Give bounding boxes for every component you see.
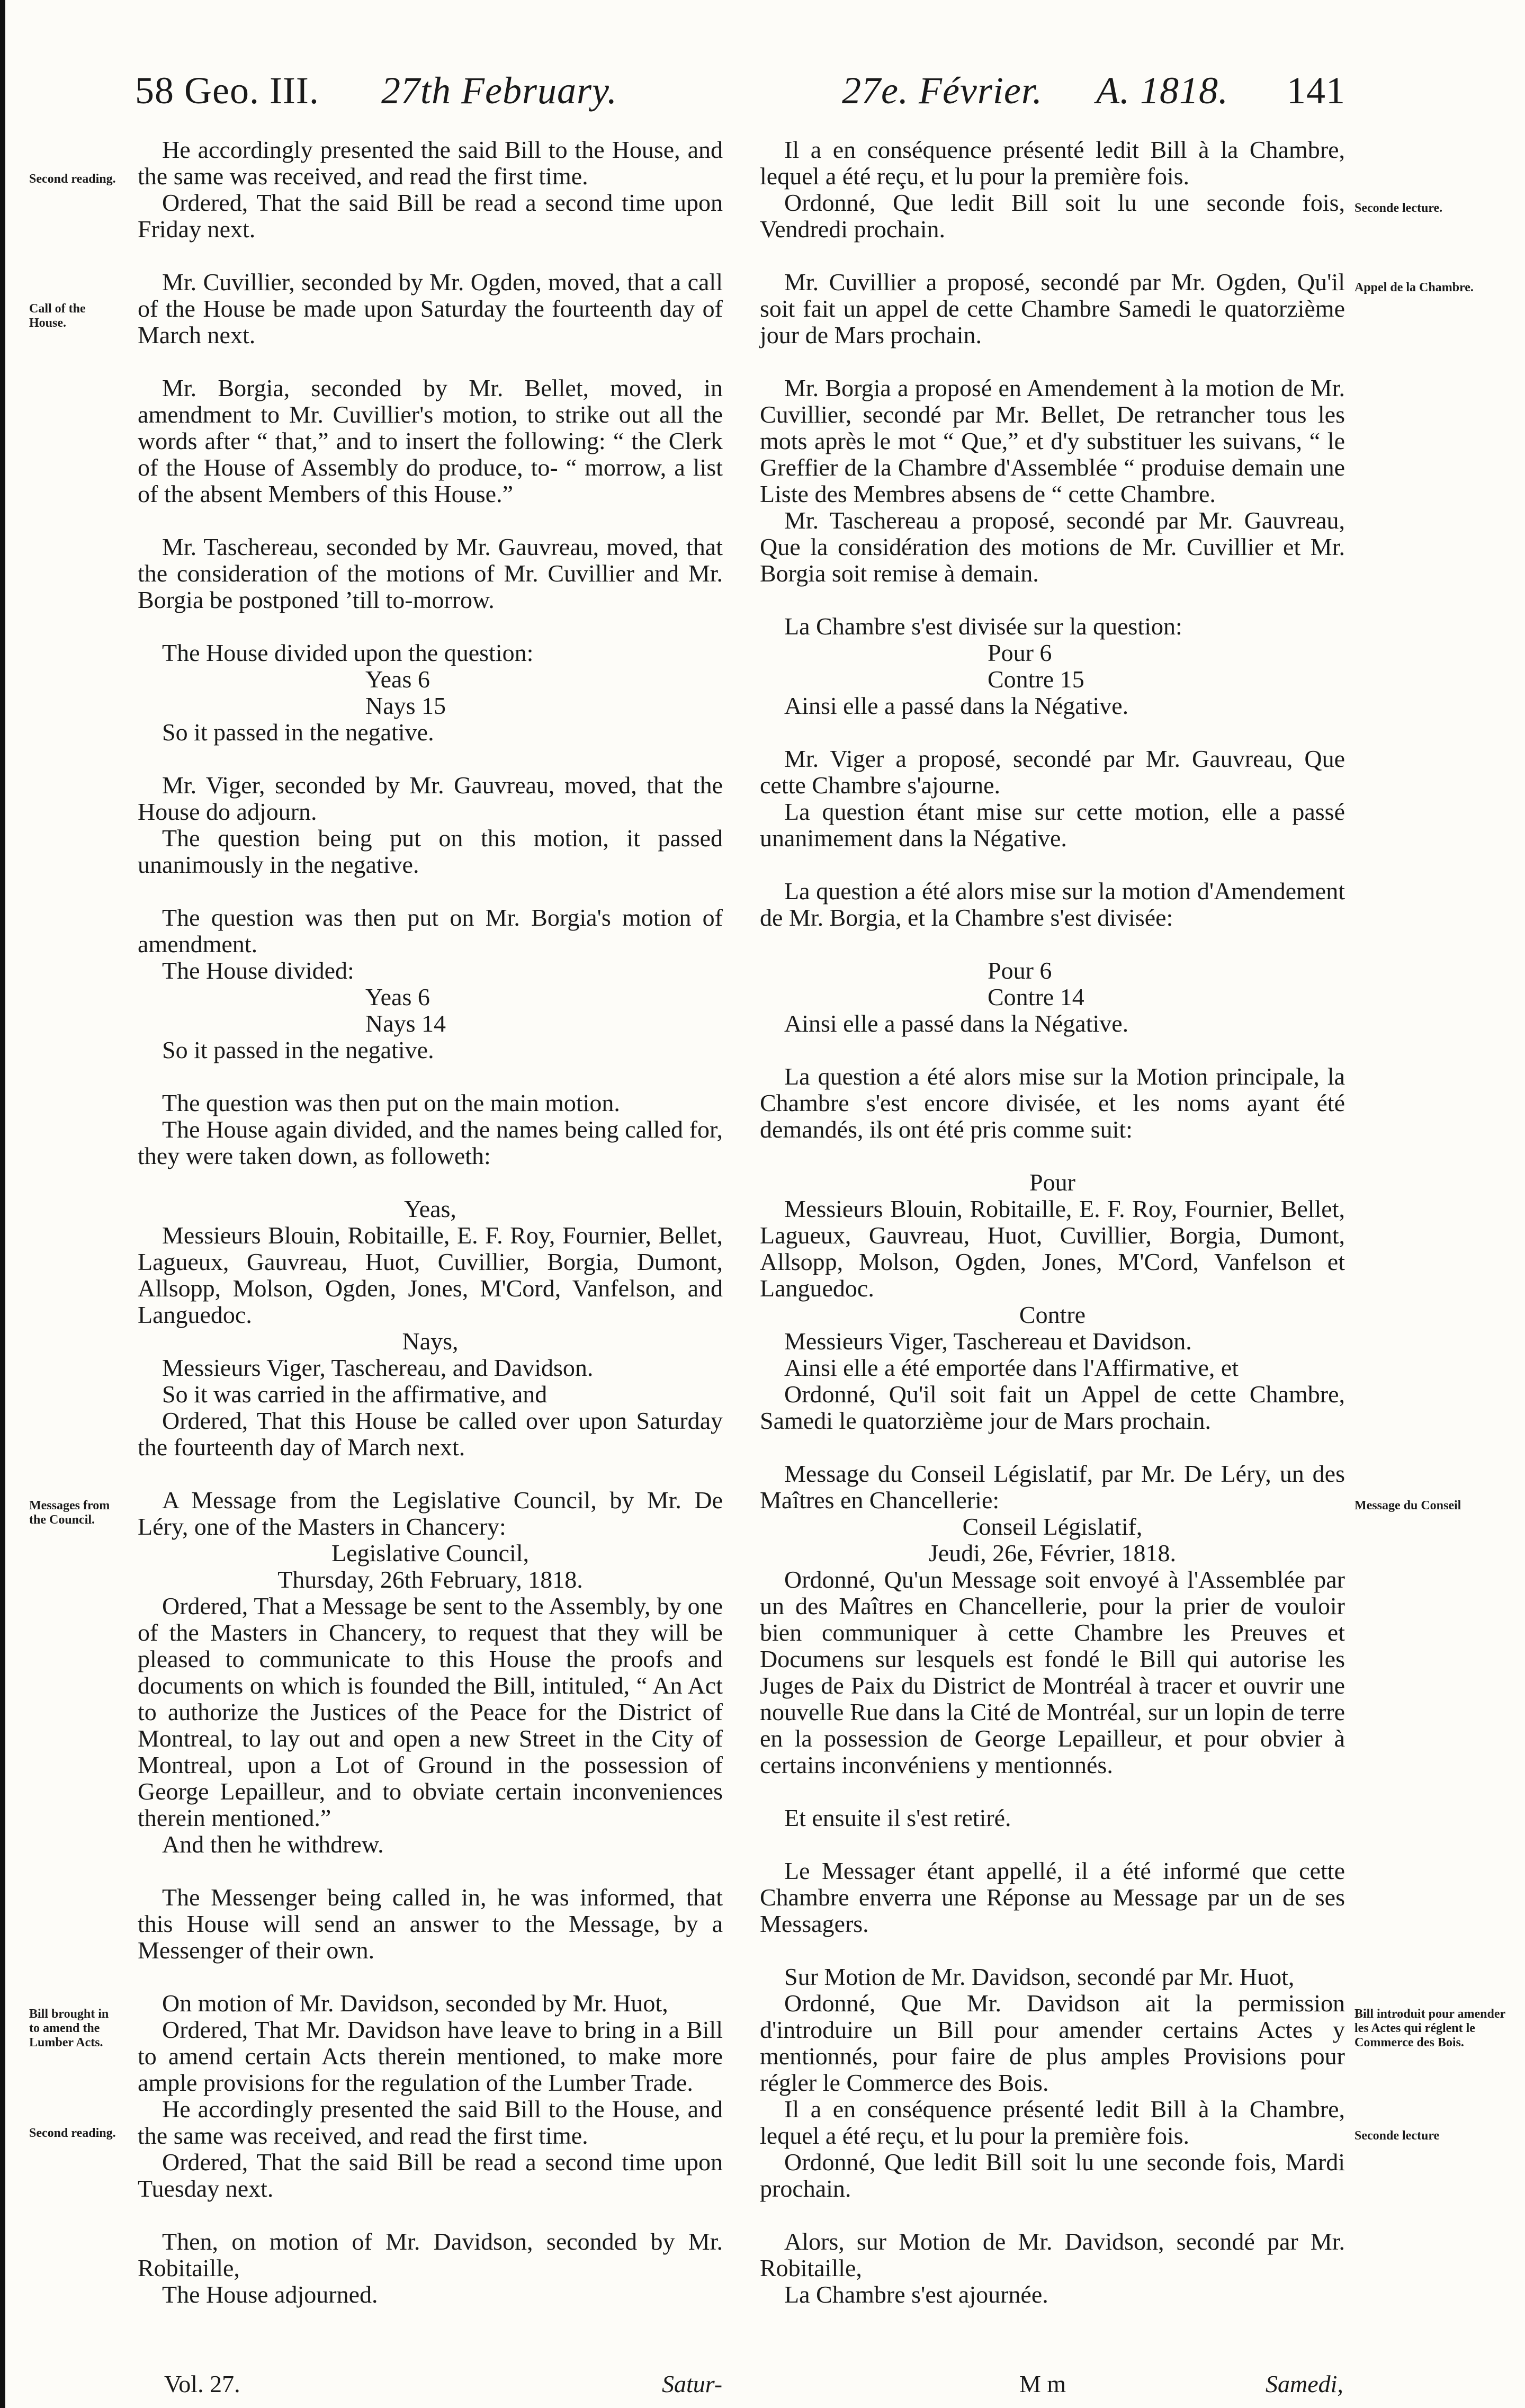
paragraph: La Chambre s'est divisée sur la question: [784, 613, 1182, 640]
french-column [760, 137, 1345, 2308]
centered-heading: Contre [1019, 1301, 1086, 1328]
page-number: 141 [1287, 69, 1345, 112]
paragraph: Ordered, That the said Bill be read a second time upon Tuesday next. [138, 2149, 723, 2202]
paragraph-gap [138, 243, 723, 269]
margin-note-appel: Appel de la Chambre. [1354, 281, 1474, 294]
vote-tally: Nays 14 [365, 1010, 446, 1037]
paragraph: So it passed in the negative. [162, 1036, 434, 1063]
paragraph-gap [138, 1858, 723, 1884]
vote-tally: Yeas 6 [365, 666, 430, 693]
paragraph-gap [760, 243, 1345, 269]
paragraph: Messieurs Viger, Taschereau et Davidson. [784, 1328, 1192, 1355]
paragraph: Mr. Taschereau, seconded by Mr. Gauvreau, moved, that the consideration of the motions of Mr. Cuvillier and Mr. Borgia be postponed ’till to-morrow. [138, 533, 723, 613]
paragraph: La Chambre s'est ajournée. [784, 2281, 1048, 2308]
paragraph-gap [760, 1937, 1345, 1964]
centered-heading: Pour [1029, 1169, 1075, 1196]
header-regnal-year: 58 Geo. III. [135, 69, 319, 112]
paragraph: Ordonné, Qu'il soit fait un Appel de cette Chambre, Samedi le quatorzième jour de Mars prochain. [760, 1381, 1345, 1434]
paragraph: Mr. Cuvillier, seconded by Mr. Ogden, moved, that a call of the House be made upon Saturday the fourteenth day of March next. [138, 268, 723, 348]
paragraph: Mr. Taschereau a proposé, secondé par Mr. Gauvreau, Que la considération des motions de Mr. Cuvillier et Mr. Borgia soit remise à demain. [760, 507, 1345, 587]
paragraph: So it passed in the negative. [162, 719, 434, 746]
paragraph: The House again divided, and the names being called for, they were taken down, as followeth: [138, 1116, 723, 1169]
paragraph-gap [138, 348, 723, 375]
footer-catchword-en: Satur- [662, 2370, 723, 2397]
paragraph: So it was carried in the affirmative, and [162, 1381, 548, 1408]
paragraph: And then he withdrew. [162, 1831, 384, 1858]
margin-note-lumber-bill: Bill brought in to amend the Lumber Acts. [29, 2007, 109, 2049]
paragraph-gap [760, 2202, 1345, 2228]
paragraph: Ordered, That a Message be sent to the Assembly, by one of the Masters in Chancery, to request that they will be pleased to communicate to this House the proofs and documents on which is founded the Bill, intituled, “ An Act to authorize the Justices of the Peace for the District of Montreal, to lay out and open a new Street in the City of Montreal, upon a Lot of Ground in the possession of George Lepailleur, and to obviate certain inconveniences therein mentioned.” [138, 1592, 723, 1831]
paragraph-gap [138, 746, 723, 772]
scan-edge [0, 0, 5, 2408]
margin-note-seconde-lecture-2: Seconde lecture [1354, 2129, 1440, 2143]
paragraph: The question was then put on the main motion. [162, 1089, 620, 1116]
centered-heading: Nays, [402, 1328, 459, 1355]
paragraph-gap [760, 1037, 1345, 1063]
paragraph: The question being put on this motion, it passed unanimously in the negative. [138, 825, 723, 878]
vote-tally: Pour 6 [988, 639, 1052, 666]
paragraph: Le Messager étant appellé, il a été informé que cette Chambre enverra une Réponse au Message par un de ses Messagers. [760, 1857, 1345, 1937]
paragraph: Mr. Viger a proposé, secondé par Mr. Gauvreau, Que cette Chambre s'ajourne. [760, 745, 1345, 799]
paragraph-gap [760, 852, 1345, 878]
paragraph-gap [760, 587, 1345, 613]
paragraph-gap [138, 878, 723, 905]
footer-signature: M m [1019, 2370, 1066, 2397]
centered-heading: Conseil Législatif, [962, 1513, 1143, 1540]
paragraph: The House divided upon the question: [162, 639, 534, 666]
paragraph: Ordonné, Que Mr. Davidson ait la permission d'introduire un Bill pour amender certains Actes y mentionnés, pour faire de plus amples Provisions pour régler le Commerce des Bois. [760, 1990, 1345, 2096]
paragraph: Et ensuite il s'est retiré. [784, 1804, 1011, 1831]
paragraph-gap [760, 719, 1345, 746]
paragraph: Mr. Cuvillier a proposé, secondé par Mr. Ogden, Qu'il soit fait un appel de cette Chambre Samedi le quatorzième jour de Mars prochain. [760, 268, 1345, 348]
paragraph: Messieurs Blouin, Robitaille, E. F. Roy, Fournier, Bellet, Lagueux, Gauvreau, Huot, Cuvillier, Borgia, Dumont, Allsopp, Molson, Ogden, Jones, M'Cord, Vanfelson, and Languedoc. [138, 1222, 723, 1328]
paragraph: Mr. Borgia a proposé en Amendement à la motion de Mr. Cuvillier, secondé par Mr. Bellet, De retrancher tous les mots après le mot “ Que,” et d'y substituer les suivans, “ le Greffier de la Chambre d'Assemblée “ produise demain une Liste des Membres absens de “ cette Chambre. [760, 374, 1345, 507]
vote-tally: Pour 6 [988, 957, 1052, 984]
paragraph: A Message from the Legislative Council, by Mr. De Léry, one of the Masters in Chancery: [138, 1487, 723, 1540]
centered-heading: Jeudi, 26e, Février, 1818. [928, 1539, 1176, 1566]
vote-tally: Contre 14 [988, 983, 1084, 1010]
paragraph-gap [138, 1063, 723, 1090]
paragraph: The question was then put on Mr. Borgia's motion of amendment. [138, 904, 723, 957]
paragraph-gap [138, 2202, 723, 2228]
margin-note-message-conseil: Message du Conseil [1354, 1499, 1461, 1512]
paragraph: Mr. Borgia, seconded by Mr. Bellet, moved, in amendment to Mr. Cuvillier's motion, to strike out all the words after “ that,” and to insert the following: “ the Clerk of the House of Assembly do produce, to- “ morrow, a list of the absent Members of this House.” [138, 374, 723, 507]
footer-catchword-fr: Samedi, [1266, 2370, 1343, 2397]
paragraph: Ordered, That this House be called over upon Saturday the fourteenth day of March next. [138, 1407, 723, 1461]
paragraph: Mr. Viger, seconded by Mr. Gauvreau, moved, that the House do adjourn. [138, 772, 723, 825]
paragraph: La question a été alors mise sur la Motion principale, la Chambre s'est encore divisée, et les noms ayant été demandés, ils ont été pris comme suit: [760, 1063, 1345, 1143]
paragraph: Alors, sur Motion de Mr. Davidson, secondé par Mr. Robitaille, [760, 2228, 1345, 2281]
paragraph: Ainsi elle a passé dans la Négative. [784, 692, 1129, 719]
paragraph: Ainsi elle a passé dans la Négative. [784, 1010, 1129, 1037]
paragraph-gap [760, 1831, 1345, 1858]
paragraph: He accordingly presented the said Bill to the House, and the same was received, and read the first time. [138, 136, 723, 190]
margin-note-messages: Messages from the Council. [29, 1499, 110, 1527]
paragraph: Il a en conséquence présenté ledit Bill à la Chambre, lequel a été reçu, et lu pour la première fois. [760, 2096, 1345, 2149]
vote-tally: Nays 15 [365, 692, 446, 719]
paragraph-gap [138, 1964, 723, 1990]
paragraph: Ordered, That Mr. Davidson have leave to bring in a Bill to amend certain Acts therein mentioned, to make more ample provisions for the regulation of the Lumber Trade. [138, 2016, 723, 2096]
paragraph: La question étant mise sur cette motion, elle a passé unanimement dans la Négative. [760, 798, 1345, 852]
margin-note-bill-introduit: Bill introduit pour amender les Actes qui réglent le Commerce des Bois. [1354, 2007, 1505, 2049]
paragraph-gap [138, 613, 723, 640]
header-year: A. 1818. [1096, 69, 1228, 112]
paragraph: Ordonné, Qu'un Message soit envoyé à l'Assemblée par un des Maîtres en Chancellerie, pour la prier de vouloir bien communiquer à cette Chambre les Preuves et Documens sur lesquels est fondé le Bill qui autorise les Juges de Paix du District de Montréal à tracer et ouvrir une nouvelle Rue dans la Cité de Montréal, sur un lopin de terre en la possession de George Lepailleur, et pour obvier à certains inconvéniens y mentionnés. [760, 1566, 1345, 1778]
paragraph-gap [760, 1778, 1345, 1805]
header-date-en: 27th February. [381, 69, 617, 112]
paragraph-gap [138, 1461, 723, 1487]
paragraph: Sur Motion de Mr. Davidson, secondé par Mr. Huot, [784, 1963, 1295, 1990]
paragraph: On motion of Mr. Davidson, seconded by Mr. Huot, [162, 1990, 668, 2017]
paragraph: The House divided: [162, 957, 354, 984]
margin-note-call-of-house: Call of the House. [29, 302, 86, 330]
paragraph-gap [760, 931, 1345, 957]
centered-heading: Yeas, [404, 1195, 456, 1222]
paragraph: The Messenger being called in, he was informed, that this House will send an answer to the Message, by a Messenger of their own. [138, 1884, 723, 1964]
paragraph-gap [138, 1169, 723, 1196]
margin-note-seconde-lecture: Seconde lecture. [1354, 201, 1443, 215]
paragraph-gap [760, 1143, 1345, 1169]
vote-tally: Contre 15 [988, 666, 1084, 693]
paragraph-gap [760, 1434, 1345, 1461]
margin-note-second-reading: Second reading. [29, 172, 116, 186]
paragraph: Messieurs Viger, Taschereau, and Davidson. [162, 1354, 594, 1381]
paragraph: La question a été alors mise sur la motion d'Amendement de Mr. Borgia, et la Chambre s'est divisée: [760, 878, 1345, 931]
paragraph: He accordingly presented the said Bill to the House, and the same was received, and read the first time. [138, 2096, 723, 2149]
header-date-fr: 27e. Février. [842, 69, 1043, 112]
paragraph: The House adjourned. [162, 2281, 378, 2308]
paragraph: Ainsi elle a été emportée dans l'Affirmative, et [784, 1354, 1239, 1381]
margin-note-second-reading-2: Second reading. [29, 2126, 116, 2140]
centered-heading: Thursday, 26th February, 1818. [277, 1566, 583, 1593]
paragraph-gap [760, 348, 1345, 375]
paragraph: Ordered, That the said Bill be read a second time upon Friday next. [138, 189, 723, 243]
paragraph: Il a en conséquence présenté ledit Bill à la Chambre, lequel a été reçu, et lu pour la première fois. [760, 136, 1345, 190]
centered-heading: Legislative Council, [331, 1539, 530, 1566]
footer-volume: Vol. 27. [164, 2370, 240, 2397]
vote-tally: Yeas 6 [365, 983, 430, 1010]
paragraph: Messieurs Blouin, Robitaille, E. F. Roy, Fournier, Bellet, Lagueux, Gauvreau, Huot, Cuvillier, Borgia, Dumont, Allsopp, Molson, Ogden, Jones, M'Cord, Vanfelson et Languedoc. [760, 1195, 1345, 1302]
paragraph: Ordonné, Que ledit Bill soit lu une seconde fois, Mardi prochain. [760, 2149, 1345, 2202]
paragraph: Message du Conseil Législatif, par Mr. De Léry, un des Maîtres en Chancellerie: [760, 1460, 1345, 1514]
paragraph: Ordonné, Que ledit Bill soit lu une seconde fois, Vendredi prochain. [760, 189, 1345, 243]
paragraph: Then, on motion of Mr. Davidson, seconded by Mr. Robitaille, [138, 2228, 723, 2281]
paragraph-gap [138, 507, 723, 534]
english-column [138, 137, 723, 2308]
